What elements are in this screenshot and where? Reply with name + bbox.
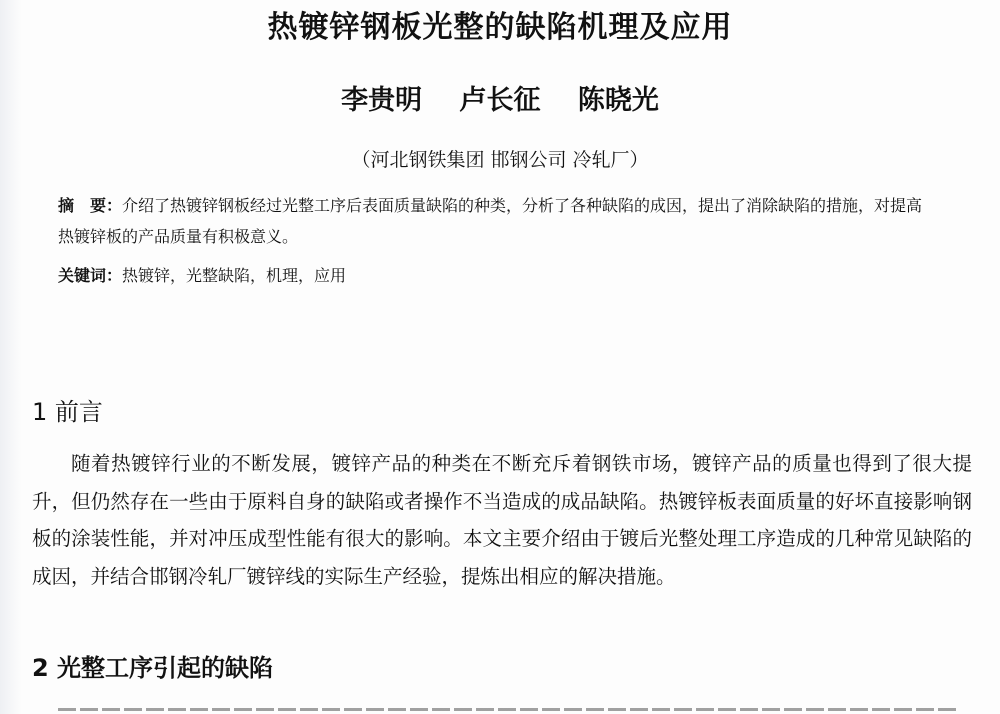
- cut-off-text-fragment: [58, 708, 958, 711]
- section-heading: 1 前言: [32, 398, 103, 426]
- author-list: [0, 78, 1000, 117]
- keywords: [58, 263, 346, 286]
- abstract-label: 摘 要：: [58, 196, 123, 215]
- cut-off-text-line: [58, 702, 958, 714]
- keywords-label: 关键词：: [58, 266, 123, 285]
- section-heading: 2 光整工序引起的缺陷: [32, 654, 274, 682]
- abstract-text: 介绍了热镀锌钢板经过光整工序后表面质量缺陷的种类，分析了各种缺陷的成因，提出了消除缺陷的措施，对提高热镀锌板的产品质量有积极意义。: [58, 196, 923, 246]
- keywords-text: 热镀锌，光整缺陷，机理，应用: [122, 266, 347, 285]
- abstract: [58, 190, 938, 252]
- paper-title: 热镀锌钢板光整的缺陷机理及应用: [267, 10, 733, 45]
- author-name: 李贵明: [341, 85, 423, 116]
- section-body: 随着热镀锌行业的不断发展，镀锌产品的种类在不断充斥着钢铁市场，镀锌产品的质量也得到了很大提升，但仍然存在一些由于原料自身的缺陷或者操作不当造成的成品缺陷。热镀锌板表面质量的好坏直接影响钢板的涂装性能，并对冲压成型性能有很大的影响。本文主要介绍由于镀后光整处理工序造成的几种常见缺陷的成因，并结合邯钢冷轧厂镀锌线的实际生产经验，提炼出相应的解决措施。: [32, 452, 972, 588]
- author-name: 卢长征: [459, 85, 541, 116]
- affiliation: （河北钢铁集团 邯钢公司 冷轧厂）: [351, 149, 649, 171]
- author-name: 陈晓光: [577, 85, 659, 116]
